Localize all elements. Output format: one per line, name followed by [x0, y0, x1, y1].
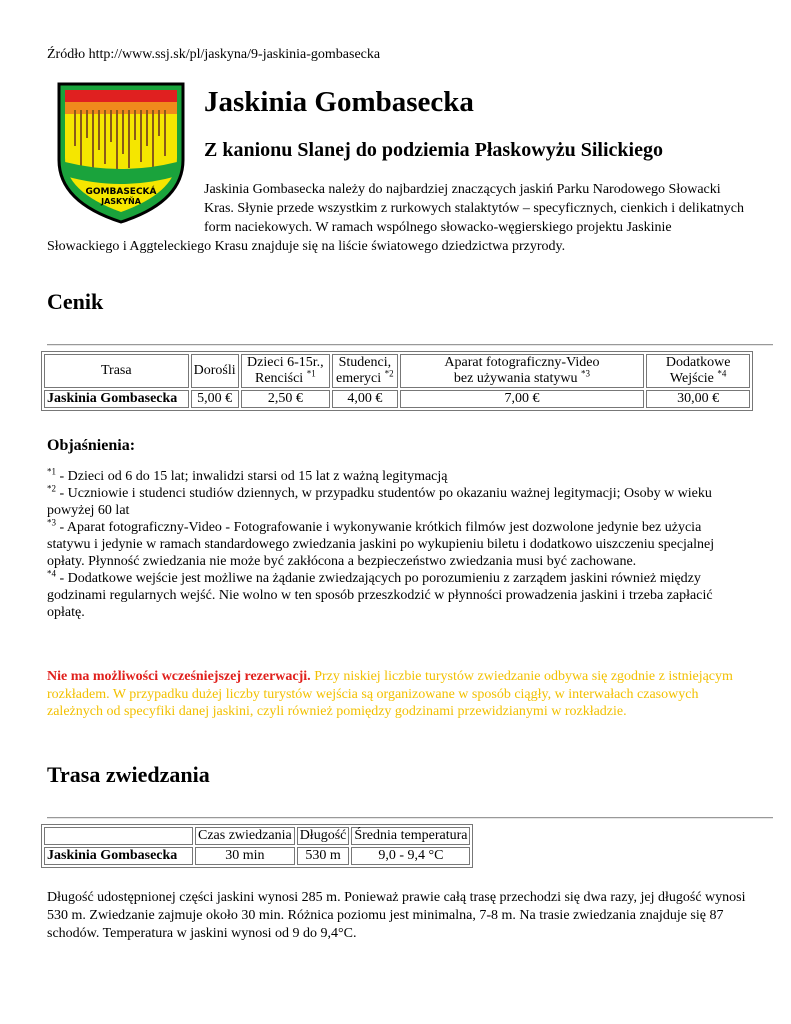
- header-aparat: [400, 354, 645, 388]
- source-line: Źródło http://www.ssj.sk/pl/jaskyna/9-jaskinia-gombasecka: [47, 47, 381, 62]
- footnote: [47, 570, 747, 621]
- value-czas: 30 min: [195, 847, 295, 865]
- row-name: Jaskinia Gombasecka: [44, 847, 193, 865]
- price-studenci: 4,00 €: [332, 390, 398, 408]
- footnote-mark: *1: [47, 466, 56, 477]
- footnote: [47, 485, 747, 519]
- price-dzieci: 2,50 €: [241, 390, 330, 408]
- header-studenci-line1: Studenci,: [338, 355, 392, 370]
- footnote-text: - Aparat fotograficzny-Video - Fotografowanie i wykonywanie krótkich filmów jest dozwolone jedynie bez użycia statywu i jedynie w ramach standardowego zwiedzania jaskini po wykupieniu biletu i dodatkowo uiszczeniu specjalnej opłaty. Płynność zwiedzania nie może być zakłócona a bezpieczeństwo zwiedzania musi być zachowane.: [47, 520, 715, 569]
- svg-text:JASKYŇA: JASKYŇA: [101, 197, 141, 206]
- price-dodatkowe: 30,00 €: [646, 390, 750, 408]
- reservation-notice: [47, 668, 747, 721]
- svg-text:GOMBASECKÁ: GOMBASECKÁ: [85, 187, 157, 197]
- route-table: [41, 824, 473, 868]
- objasnienia-heading: Objaśnienia:: [47, 437, 136, 454]
- footnote: [47, 519, 747, 570]
- trasa-heading: Trasa zwiedzania: [47, 762, 210, 787]
- divider: [47, 817, 773, 819]
- reservation-info: Przy niskiej liczbie turystów zwiedzanie odbywa się zgodnie z istniejącym rozkładem. W przypadku dużej liczby turystów wejścia są organizowane w sposób ciągły, w interwałach czasowych zależnych od specyfiki danej jaskini, czyli również pomiędzy godzinami przewidzianymi w rozkładzie.: [47, 669, 733, 719]
- footnote-text: - Uczniowie i studenci studiów dziennych, w przypadku studentów po okazaniu ważnej legitymacji; Osoby w wieku powyżej 60 lat: [47, 486, 712, 518]
- reservation-warning: Nie ma możliwości wcześniejszej rezerwacji.: [47, 669, 311, 684]
- footnote: [47, 468, 747, 485]
- footnote-mark: *2: [384, 368, 394, 379]
- header-aparat-line2: bez używania statywu: [453, 371, 578, 386]
- header-dorosli: Dorośli: [191, 354, 239, 388]
- header-temp: Średnia temperatura: [351, 827, 470, 845]
- table-header-row: [44, 827, 470, 845]
- footnote-mark: *1: [306, 368, 316, 379]
- footnote-mark: *3: [47, 517, 56, 528]
- value-temp: 9,0 - 9,4 °C: [351, 847, 470, 865]
- page-title: Jaskinia Gombasecka: [204, 86, 474, 118]
- row-name: Jaskinia Gombasecka: [44, 390, 189, 408]
- intro-text: Jaskinia Gombasecka należy do najbardziej znaczących jaskiń Parku Narodowego Słowacki Kras. Słynie przede wszystkim z rurkowych stalaktytów – specyficznych, cienkich i delikatnych form naciekowych. W ramach wspólnego słowacko-węgierskiego projektu Jaskinie Słowackiego i Aggteleckiego Krasu znajduje się na liście światowego dziedzictwa przyrody.: [47, 182, 745, 254]
- footnote-mark: *3: [581, 368, 591, 379]
- header-dodatkowe: [646, 354, 750, 388]
- value-dlugosc: 530 m: [297, 847, 350, 865]
- header-dzieci-line1: Dzieci 6-15r.,: [247, 355, 324, 370]
- header-blank: [44, 827, 193, 845]
- header-studenci-line2: emeryci: [336, 371, 382, 386]
- header-studenci: [332, 354, 398, 388]
- header-dodatkowe-line2: Wejście: [669, 371, 714, 386]
- header-dlugosc: Długość: [297, 827, 350, 845]
- footnotes: [47, 468, 747, 621]
- footnote-mark: *2: [47, 483, 56, 494]
- price-dorosli: 5,00 €: [191, 390, 239, 408]
- route-description: Długość udostępnionej części jaskini wynosi 285 m. Ponieważ prawie całą trasę przechodzi się dwa razy, jej długość wynosi 530 m. Zwiedzanie zajmuje około 30 min. Różnica poziomu jest minimalna, 7-8 m. Na trasie zwiedzania znajduje się 87 schodów. Temperatura w jaskini wynosi od 9 do 9,4°C.: [47, 890, 746, 941]
- table-row: [44, 847, 470, 865]
- footnote-text: - Dzieci od 6 do 15 lat; inwalidzi starsi od 15 lat z ważną legitymacją: [56, 469, 448, 484]
- intro-paragraph: [47, 180, 747, 256]
- header-czas: Czas zwiedzania: [195, 827, 295, 845]
- price-table: [41, 351, 753, 411]
- footnote-text: - Dodatkowe wejście jest możliwe na żądanie zwiedzających po porozumieniu z zarządem jaskini również między godzinami regularnych wejść. Nie wolno w ten sposób przeszkodzić w płynności prowadzenia jaskini i trzeba zapłacić opłatę.: [47, 571, 713, 620]
- divider: [47, 344, 773, 346]
- header-dzieci: [241, 354, 330, 388]
- header-aparat-line1: Aparat fotograficzny-Video: [444, 355, 600, 370]
- cennik-heading: Cenik: [47, 289, 104, 314]
- table-row: [44, 390, 750, 408]
- footnote-mark: *4: [717, 368, 727, 379]
- header-trasa: Trasa: [44, 354, 189, 388]
- page-subtitle: Z kanionu Slanej do podziemia Płaskowyżu Silickiego: [204, 139, 663, 161]
- header-dzieci-line2: Renciści: [254, 371, 304, 386]
- table-header-row: [44, 354, 750, 388]
- header-dodatkowe-line1: Dodatkowe: [665, 355, 731, 370]
- price-aparat: 7,00 €: [400, 390, 645, 408]
- footnote-mark: *4: [47, 568, 56, 579]
